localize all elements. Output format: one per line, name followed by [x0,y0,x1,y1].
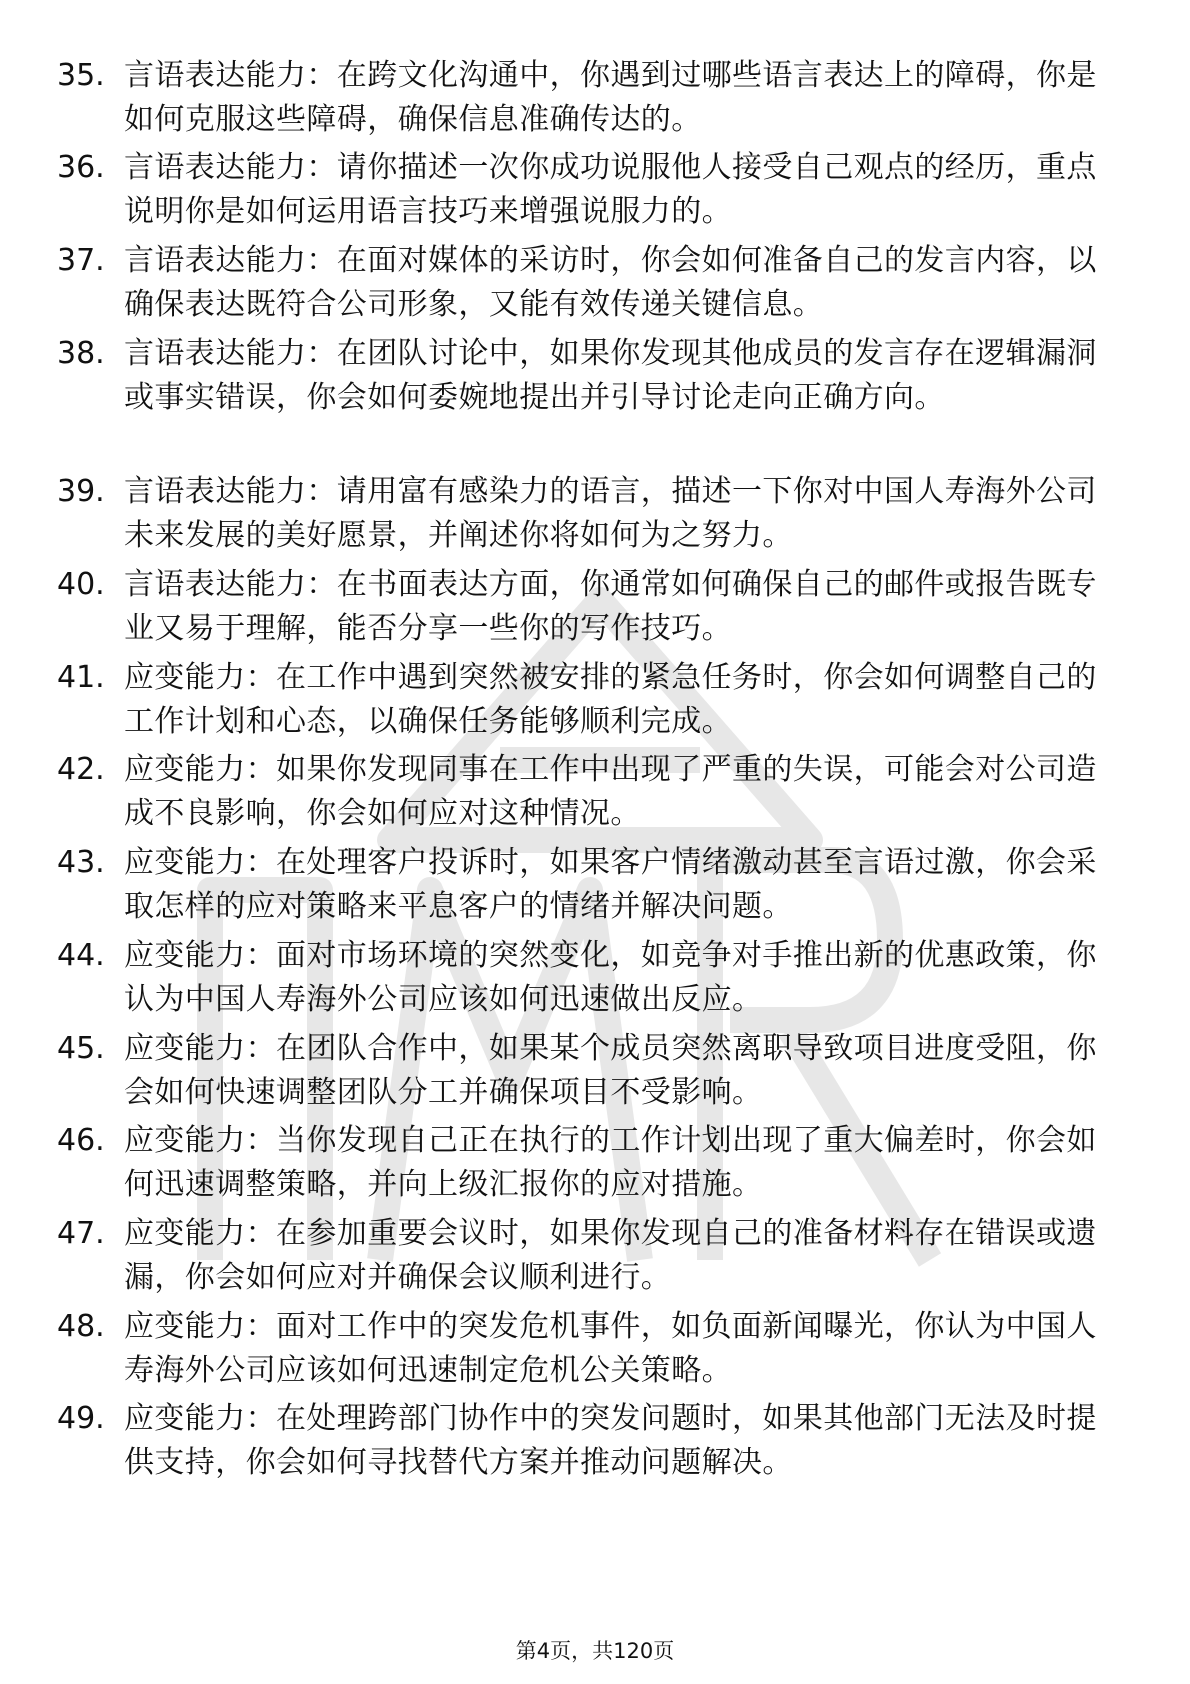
question-number: 39. [57,474,105,509]
question-number: 46. [57,1123,105,1158]
question-text: 应变能力：在处理跨部门协作中的突发问题时，如果其他部门无法及时提供支持，你会如何寻找替代方案并推动问题解决。 [124,1401,1097,1480]
question-text: 应变能力：面对市场环境的突然变化，如竞争对手推出新的优惠政策，你认为中国人寿海外公司应该如何迅速做出反应。 [124,938,1097,1017]
question-text: 应变能力：在处理客户投诉时，如果客户情绪激动甚至言语过激，你会采取怎样的应对策略来平息客户的情绪并解决问题。 [124,845,1097,924]
question-text: 言语表达能力：在团队讨论中，如果你发现其他成员的发言存在逻辑漏洞或事实错误，你会如何委婉地提出并引导讨论走向正确方向。 [124,336,1097,415]
question-text: 应变能力：面对工作中的突发危机事件，如负面新闻曝光，你认为中国人寿海外公司应该如何迅速制定危机公关策略。 [124,1309,1097,1388]
question-number: 40. [57,567,105,602]
question-text: 言语表达能力：在跨文化沟通中，你遇到过哪些语言表达上的障碍，你是如何克服这些障碍，确保信息准确传达的。 [124,58,1097,137]
question-text: 言语表达能力：在书面表达方面，你通常如何确保自己的邮件或报告既专业又易于理解，能否分享一些你的写作技巧。 [124,567,1097,646]
question-text: 言语表达能力：请你描述一次你成功说服他人接受自己观点的经历，重点说明你是如何运用语言技巧来增强说服力的。 [124,150,1097,229]
question-number: 48. [57,1309,105,1344]
question-number: 45. [57,1031,105,1066]
question-text: 应变能力：在工作中遇到突然被安排的紧急任务时，你会如何调整自己的工作计划和心态，以确保任务能够顺利完成。 [124,660,1097,739]
question-number: 36. [57,150,105,185]
question-number: 47. [57,1216,105,1251]
question-number: 35. [57,58,105,93]
question-number: 49. [57,1401,105,1436]
question-number: 42. [57,752,105,787]
question-text: 应变能力：当你发现自己正在执行的工作计划出现了重大偏差时，你会如何迅速调整策略，并向上级汇报你的应对措施。 [124,1123,1097,1202]
question-number: 38. [57,336,105,371]
page-footer: 第4页，共120页 [515,1639,675,1663]
question-text: 应变能力：在参加重要会议时，如果你发现自己的准备材料存在错误或遗漏，你会如何应对并确保会议顺利进行。 [124,1216,1097,1295]
question-number: 37. [57,243,105,278]
question-number: 44. [57,938,105,973]
question-text: 言语表达能力：在面对媒体的采访时，你会如何准备自己的发言内容，以确保表达既符合公司形象，又能有效传递关键信息。 [124,243,1097,322]
question-number: 41. [57,660,105,695]
question-number: 43. [57,845,105,880]
question-text: 应变能力：如果你发现同事在工作中出现了严重的失误，可能会对公司造成不良影响，你会如何应对这种情况。 [124,752,1097,831]
question-text: 言语表达能力：请用富有感染力的语言，描述一下你对中国人寿海外公司未来发展的美好愿景，并阐述你将如何为之努力。 [124,474,1097,553]
question-text: 应变能力：在团队合作中，如果某个成员突然离职导致项目进度受阻，你会如何快速调整团队分工并确保项目不受影响。 [124,1031,1097,1110]
